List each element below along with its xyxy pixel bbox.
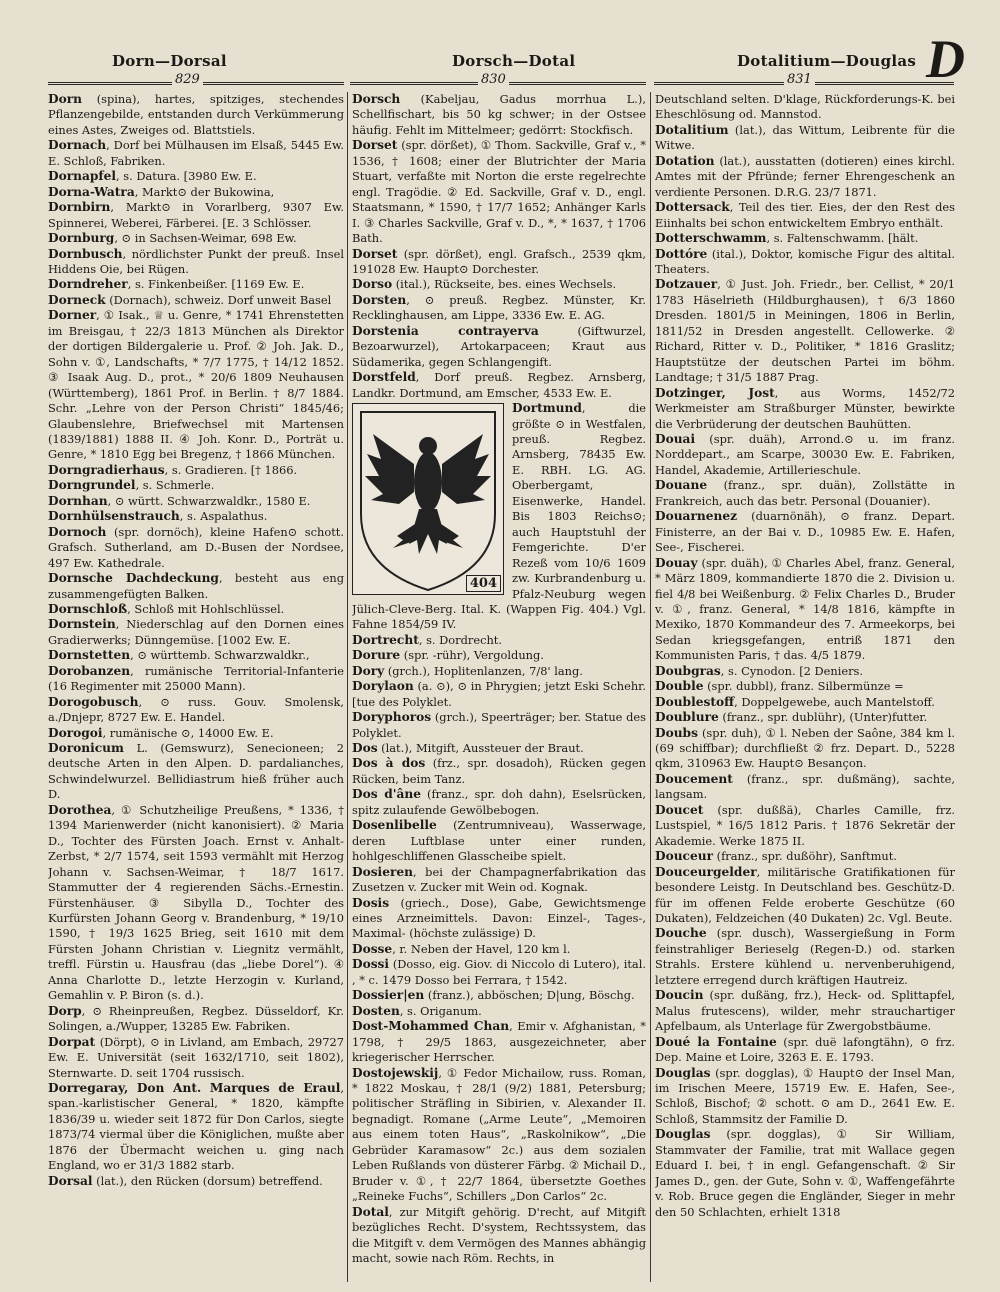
dictionary-entry [352,957,646,988]
entry-text: (griech., Dose), Gabe, Gewichtsmenge eines Arzneimittels. Davon: Einzel-, Tages-, Maximal- (höchste zulässige) D. [352,895,646,941]
entry-headword: Douche [655,926,707,941]
dictionary-entry [655,988,955,1034]
entry-headword: Dorure [352,648,401,663]
entry-headword: Doucet [655,802,704,817]
entry-text: (frz., spr. dosadoh), Rücken gegen Rücken, beim Tanz. [352,756,646,786]
entry-text: L. (Gemswurz), Senecioneen; 2 deutsche Arten in den Alpen. D. pardalianches, Schwindelwurzel. Bellidiastrum hieß früher auch D. [48,741,344,802]
entry-headword: Dost-Mohammed Chan [352,1019,510,1034]
entry-text: , ⊙ württemb. Schwarzwaldkr., [130,648,310,663]
entry-headword: Dorngradierhaus [48,462,165,477]
entry-headword: Doucement [655,771,733,786]
entry-text: , Markt⊙ der Bukowina, [134,184,275,199]
entry-text: (franz., spr. duän), Zollstätte in Frankreich, auch das betr. Personal (Douanier). [655,478,955,508]
entry-text: (ital.), Rückseite, bes. eines Wechsels. [392,277,617,292]
entry-headword: Dornapfel [48,169,117,184]
entry-headword: Dorylaon [352,679,414,694]
entry-headword: Dorndreher [48,277,128,292]
dictionary-entry [655,679,955,694]
entry-headword: Dorothea [48,802,112,817]
entry-headword: Dotation [655,153,715,168]
entry-headword: Dossier|en [352,988,425,1003]
entry-headword: Dotzauer [655,277,718,292]
column-right [655,92,955,1280]
dictionary-entry [655,92,955,123]
entry-text: (Dosso, eig. Giov. di Niccolo di Lutero), ital. , * c. 1479 Dosso bei Ferrara, † 1542. [352,957,646,987]
dictionary-entry [352,648,646,663]
entry-text: , Dorf bei Mülhausen im Elsaß, 5445 Ew. E. Schloß, Fabriken. [48,138,344,168]
dictionary-entry [655,277,955,385]
dictionary-entry [352,865,646,896]
dictionary-entry [655,710,955,725]
entry-text: (a. ⊙), ⊙ in Phrygien; jetzt Eski Schehr. [tue des Polyklet. [352,679,646,709]
entry-headword: Dosse [352,941,393,956]
page-number-row-left [48,72,344,92]
entry-headword: Doubgras [655,663,721,678]
entry-text: , s. Finkenbeißer. [1169 Ew. E. [127,277,305,292]
dictionary-entry [48,200,344,231]
entry-text: , ① Fedor Michailow, russ. Roman, * 1822 Moskau, † 28/1 (9/2) 1881, Petersburg; politischer Sträfling in Sibirien, v. Alexander II. begnadigt. Romane („Arme Leute“, „Memoiren aus einem toten Haus“, „Raskolnikow“, „Die Gebrüder Karamasow“ 2c.) aus dem sozialen Leben Rußlands von düsterer Färbg. ② Michail D., Bruder v. ①, † 22/7 1864, übersetzte Goethes „Reineke Fuchs“, Schillers „Don Carlos“ 2c. [352,1065,646,1204]
dictionary-entry [655,1035,955,1066]
dictionary-entry [48,695,344,726]
entry-headword: Dos [352,741,378,756]
entry-headword: Dostojewskij [352,1065,439,1080]
entry-headword: Doué la Fontaine [655,1034,777,1049]
entry-text: , s. Faltenschwamm. [hält. [766,231,919,246]
dictionary-entry [352,1066,646,1205]
entry-headword: Dotterschwamm [655,231,767,246]
entry-text: , s. Schmerle. [135,478,215,493]
dictionary-entry [655,247,955,278]
dictionary-entry [48,92,344,138]
header-center: Dorsch—Dotal [452,52,576,70]
dictionary-entry [655,123,955,154]
dictionary-entry [48,494,344,509]
dictionary-entry [655,509,955,555]
entry-text: (Kabeljau, Gadus morrhua L.), Schellfischart, bis 50 kg schwer; in der Ostsee häufig. Fehlt im Mittelmeer; gedörrt: Stockfisch. [352,92,646,137]
dictionary-entry [352,92,646,138]
entry-headword: Dornbusch [48,246,123,261]
entry-text: (ital.), Doktor, komische Figur des altital. Theaters. [655,246,955,276]
entry-text: (spr. dußßä), Charles Camille, frz. Lustspiel, * 16/5 1812 Paris. † 1876 Sekretär der Akademie. Werke 1875 II. [655,802,955,848]
entry-text: (spr. duäh), Arrond.⊙ u. im franz. Norddepart., am Scarpe, 30030 Ew. E. Fabriken, Handel, Akademie, Artillerieschule. [655,431,955,477]
entry-headword: Dorogobusch [48,694,139,709]
dictionary-entry [352,664,646,679]
entry-headword: Dotal [352,1204,389,1219]
entry-headword: Dorp [48,1003,82,1018]
entry-headword: Doronicum [48,741,124,756]
dictionary-entry [352,370,646,401]
entry-headword: Dosieren [352,864,413,879]
dictionary-entry [655,386,955,432]
entry-headword: Dornhan [48,493,108,508]
entry-headword: Dory [352,663,385,678]
entry-text: (spr. dogglas), ① Sir William, Stammvater der Familie, trat mit Wallace gegen Eduard I. bei, † in engl. Gefangenschaft. ② Sir James D., gen. der Gute, Sohn v. ①, Waffengefährte v. Rob. Bruce gegen die Engländer, Sieger in mehr den 50 Schlachten, erhielt 1318 [655,1127,955,1219]
entry-text: , Dorf preuß. Regbez. Arnsberg, Landkr. Dortmund, am Emscher, 4533 Ew. E. [352,370,646,400]
entry-headword: Dorpat [48,1034,96,1049]
entry-text: , Niederschlag auf den Dornen eines Gradierwerks; Dünngemüse. [1002 Ew. E. [48,617,344,647]
dictionary-entry [352,247,646,278]
entry-headword: Dornstein [48,617,116,632]
entry-text: , s. Aspalathus. [179,509,268,524]
entry-headword: Dornstetten [48,648,131,663]
entry-headword: Dotzinger, Jost [655,385,775,400]
entry-headword: Dorregaray, Don Ant. Marques de Eraul [48,1081,341,1095]
section-letter: D [926,29,965,89]
dictionary-entry [48,308,344,463]
entry-text: , bei der Champagnerfabrikation das Zusetzen v. Zucker mit Wein od. Kognak. [352,864,646,895]
dictionary-entry [48,803,344,1004]
dictionary-entry [48,1004,344,1035]
dictionary-entry [48,664,344,695]
dictionary-entry [655,849,955,864]
entry-text: , Teil des tier. Eies, der den Rest des Eiinhalts bei schon entwickeltem Embryo enthält. [655,200,955,230]
dictionary-entry [48,277,344,292]
entry-headword: Doryphoros [352,710,432,725]
entry-headword: Dottersack [655,200,730,215]
dictionary-entry [48,571,344,602]
header-right: Dotalitium—Douglas [737,52,917,70]
entry-text: (spr. dußäng, frz.), Heck- od. Splittapfel, Malus frutescens), wilder, mehr strauchartiger Apfelbaum, als Unterlage für Zwergobstbäume. [655,988,955,1034]
entry-headword: Dosten [352,1003,400,1018]
entry-text: (Giftwurzel, Bezoarwurzel), Artokarpaceen; Kraut aus Südamerika, gegen Schlangengift. [352,323,646,369]
dictionary-entry [352,710,646,741]
entry-text: , r. Neben der Havel, 120 km l. [392,941,571,956]
dictionary-entry [655,200,955,231]
entry-text: (lat.), Mitgift, Aussteuer der Braut. [377,741,584,756]
entry-text: , die größte ⊙ in Westfalen, preuß. Regbez. Arnsberg, 78435 Ew. E. RBH. LG. AG. Oberbergamt, Eisenwerke, Handel. Bis 1803 Reichs⊙; auch Hauptstuhl der Femgerichte. D'er Rezeß vom 10/6 1609 zw. Kurbrandenburg u. Pfalz-Neuburg wegen Jülich-Cleve-Berg. Ital. K. (Wappen Fig. 404.) Vgl. Fahne 1854/59 IV. [352,401,646,632]
entry-text: (spr. dörßet), engl. Grafsch., 2539 qkm, 191028 Ew. Haupt⊙ Dorchester. [352,246,646,276]
entry-text: (grch.), Speerträger; ber. Statue des Polyklet. [352,710,646,740]
page-number-row-center [350,72,646,92]
dictionary-entry [352,756,646,787]
entry-headword: Dotalitium [655,122,729,137]
page-number: 831 [784,72,815,87]
dictionary-entry [48,478,344,493]
entry-headword: Dorner [48,308,97,323]
entry-text: , militärische Gratifikationen für besondere Leistg. In Deutschland bes. Geschütz-D. für im offenen Felde eroberte Geschütze (60 Dukaten), Feldzeichen (40 Dukaten) 2c. Vgl. Beute. [655,864,955,926]
entry-text: , ⊙ in Sachsen-Weimar, 698 Ew. [114,231,297,246]
entry-headword: Dorset [352,246,398,261]
entry-text: , Doppelgewebe, auch Mantelstoff. [734,694,935,709]
column-divider [650,92,651,1282]
dictionary-entry [352,633,646,648]
dictionary-entry [48,293,344,308]
dictionary-entry [352,741,646,756]
entry-text: (spr. duäh), ① Charles Abel, franz. General, * März 1809, kommandierte 1870 die 2. Division u. fiel 4/8 bei Weißenburg. ② Felix Charles D., Bruder v. ①, franz. General, * 14/8 1816, kämpfte in Mexiko, 1870 Kommandeur des 7. Armeekorps, bei Sedan kriegsgefangen, entriß 1871 den Kommunisten Paris, † das. 4/5 1879. [655,555,955,663]
entry-headword: Dorobanzen [48,663,131,678]
dictionary-entry [48,617,344,648]
dictionary-entry [48,1174,344,1189]
entry-text: (spr. dogglas), ① Haupt⊙ der Insel Man, im Irischen Meere, 15719 Ew. E. Hafen, See-, Schloß, Bischof; ② schott. ⊙ am D., 2641 Ew. E. Schloß, Stammsitz der Familie D. [655,1065,955,1126]
dictionary-entry [48,726,344,741]
entry-headword: Douglas [655,1127,711,1142]
coat-of-arms-figure [352,403,504,595]
entry-headword: Doubs [655,725,698,740]
dictionary-entry [48,602,344,617]
entry-text: , Emir v. Afghanistan, * 1798, † 29/5 1863, ausgezeichneter, aber kriegerischer Herrscher. [352,1019,646,1065]
dictionary-entry [352,277,646,292]
dictionary-entry [352,787,646,818]
entry-text: , s. Dordrecht. [418,632,502,647]
entry-text: , rumänische ⊙, 14000 Ew. E. [102,725,274,740]
page-number: 830 [478,72,509,87]
entry-headword: Dorsch [352,92,401,106]
dictionary-entry [48,1035,344,1081]
entry-text: (lat.), den Rücken (dorsum) betreffend. [92,1173,323,1188]
entry-text: , Markt⊙ in Vorarlberg, 9307 Ew. Spinnerei, Weberei, Färberei. [E. 3 Schlösser. [48,200,344,230]
entry-text: (spina), hartes, spitziges, stechendes Pflanzengebilde, entstanden durch Verkümmerung eines Astes, Zweiges od. Blattstiels. [48,92,344,137]
dictionary-entry [352,401,646,633]
entry-text: (Zentrumniveau), Wasserwage, deren Luftblase unter einer runden, hohlgeschliffenen Glasscheibe spielt. [352,818,646,864]
entry-headword: Dosis [352,895,390,910]
page-number: 829 [172,72,203,87]
entry-text: (spr. dusch), Wassergießung in Form feinstrahliger Berieselg (Regen-D.) od. starken Strahls. Erstere kühlend u. nervenberuhigend, letztere erregend durch kräftigen Hautreiz. [655,926,955,987]
entry-text: , besteht aus eng zusammengefügten Balken. [48,571,344,601]
entry-headword: Dorn [48,92,82,106]
entry-headword: Dossi [352,957,390,972]
entry-headword: Dorogoi [48,725,103,740]
entry-text: , aus Worms, 1452/72 Werkmeister am Straßburger Münster, bewirkte die Verbrüderung der deutschen Bauhütten. [655,385,955,431]
entry-headword: Douane [655,478,708,493]
entry-headword: Dorneck [48,292,106,307]
entry-headword: Doublestoff [655,694,735,709]
entry-headword: Dottóre [655,246,708,261]
entry-text: , ⊙ württ. Schwarzwaldkr., 1580 E. [107,493,311,508]
entry-text: (franz., spr. dußmäng), sachte, langsam. [655,771,955,802]
entry-text: (franz., spr. doh dahn), Eselsrücken, spitz zulaufende Gewölbebogen. [352,787,646,817]
entry-text: , s. Cynodon. [2 Deniers. [720,663,864,678]
dictionary-entry [655,865,955,927]
dictionary-entry [655,432,955,478]
dictionary-entry [655,154,955,200]
entry-headword: Dorstfeld [352,370,416,385]
entry-headword: Dorso [352,277,393,292]
dictionary-entry [352,1004,646,1019]
entry-headword: Dorsal [48,1173,93,1188]
dictionary-entry [352,1019,646,1065]
entry-headword: Douarnenez [655,509,738,524]
entry-text: (duarnönäh), ⊙ franz. Depart. Finisterre, an der Bai v. D., 10985 Ew. E. Hafen, See-, Fischerei. [655,509,955,555]
entry-text: (spr. -rühr), Vergoldung. [400,648,544,663]
entry-headword: Dorngrundel [48,478,136,493]
dictionary-entry [48,247,344,278]
entry-text: (Dornach), schweiz. Dorf unweit Basel [105,292,332,307]
dictionary-entry [48,525,344,571]
dictionary-entry [655,803,955,849]
column-center [352,92,646,1280]
dictionary-entry [352,896,646,942]
entry-text: (spr. duë lafongtähn), ⊙ frz. Dep. Maine et Loire, 3263 E. E. 1793. [655,1034,955,1065]
dictionary-entry [48,138,344,169]
entry-headword: Douceurgelder [655,864,757,879]
entry-headword: Dornbirn [48,200,111,215]
dictionary-entry [655,664,955,679]
dictionary-entry [352,324,646,370]
entry-text: (Dörpt), ⊙ in Livland, am Embach, 29727 Ew. E. Universität (seit 1632/1710, seit 1802), Sternwarte. D. seit 1704 russisch. [48,1034,344,1080]
dictionary-entry [352,818,646,864]
entry-text: (franz.), abböschen; D|ung, Böschg. [424,988,635,1003]
dictionary-entry [655,1066,955,1128]
entry-text: , rumänische Territorial-Infanterie (16 Regimenter mit 25000 Mann). [48,663,344,694]
entry-headword: Douai [655,431,696,446]
dictionary-entry [48,509,344,524]
entry-text: , zur Mitgift gehörig. D'recht, auf Mitgift bezügliches Recht. D'system, Rechtssystem, das die Mitgift v. dem Vermögen des Mannes abhängig macht, sowie nach Röm. Rechts, in [352,1204,646,1265]
entry-headword: Dornhülsenstrauch [48,509,180,524]
entry-headword: Dorset [352,138,398,153]
entry-text: (spr. dörßet), ① Thom. Sackville, Graf v., * 1536, † 1608; einer der Blutrichter der Maria Stuart, verfaßte mit Norton die erste regelrechte engl. Tragödie. ② Ed. Sackville, Graf v. D., engl. Staatsmann, * 1590, † 17/7 1652; Anhänger Karls I. ③ Charles Sackville, Graf v. D., *, * 1637, † 1706 Bath. [352,138,646,246]
entry-text: (spr. duh), ① l. Neben der Saône, 384 km l. (69 schiffbar); durchfließt ② frz. Depart. D., 5228 qkm, 310963 Ew. Haupt⊙ Besançon. [655,725,955,771]
dictionary-entry [48,185,344,200]
dictionary-entry [48,648,344,663]
dictionary-entry [352,988,646,1003]
entry-text: , ① Schutzheilige Preußens, * 1336, † 1394 Marienwerder (nicht kanonisiert). ② Maria D., Tochter des Fürsten Joach. Ernst v. Anhalt-Zerbst, * 2/7 1574, seit 1593 vermählt mit Herzog Johann v. Sachsen-Weimar, † 18/7 1617. Stammutter der 4 regierenden Sächs.-Ernestin. Fürstenhäuser. ③ Sibylla D., Tochter des Kurfürsten Johann Georg v. Brandenburg, * 19/10 1590, † 19/3 1625 Brieg, seit 1610 mit dem Fürsten Johann Christian v. Liegnitz vermählt, treffl. Fürstin u. Hausfrau (das „liebe Dorel“). ④ Anna Charlotte D., letzte Herzogin v. Kurland, Gemahlin v. P. Biron (s. d.). [48,802,344,1003]
dictionary-entry [352,138,646,246]
entry-headword: Double [655,679,704,694]
entry-headword: Douay [655,555,698,570]
entry-text: (lat.), das Wittum, Leibrente für die Witwe. [655,122,955,153]
entry-headword: Dorstenia contrayerva [352,323,539,338]
entry-headword: Dortrecht [352,632,419,647]
entry-headword: Dornoch [48,524,107,539]
entry-text: , ⊙ Rheinpreußen, Regbez. Düsseldorf, Kr. Solingen, a./Wupper, 13285 Ew. Fabriken. [48,1003,344,1034]
dictionary-entry [655,695,955,710]
dictionary-entry [352,942,646,957]
dictionary-entry [48,1081,344,1174]
entry-headword: Douglas [655,1065,711,1080]
dictionary-entry [48,169,344,184]
entry-text: (franz., spr. dublühr), (Unter)futter. [718,710,928,725]
dictionary-entry [352,679,646,710]
entry-text: , span.-karlistischer General, * 1820, kämpfte 1836/39 u. wieder seit 1872 für Don Carlos, siegte 1873/74 viermal über die Königlichen, mußte aber 1876 der Übermacht weichen u. ging nach England, wo er 31/3 1882 starb. [48,1081,344,1173]
entry-text: (spr. dubbl), franz. Silbermünze = [703,679,904,694]
entry-text: (lat.), ausstatten (dotieren) eines kirchl. Amtes mit der Pfründe; ferner Ehrengeschenk an verdiente Personen. D.R.G. 23/7 1871. [655,153,955,199]
entry-text: , s. Origanum. [399,1003,482,1018]
header-left: Dorn—Dorsal [112,52,227,70]
entry-text: , nördlichster Punkt der preuß. Insel Hiddens Oie, bei Rügen. [48,246,344,276]
column-divider [347,92,348,1282]
dictionary-entry [352,1205,646,1267]
dictionary-entry [352,293,646,324]
entry-headword: Dorsten [352,292,407,307]
entry-headword: Dorna-Watra [48,184,135,199]
entry-text: , ① Isak., ♕ u. Genre, * 1741 Ehrenstetten im Breisgau, † 22/3 1813 München als Direktor der dortigen Bildergalerie u. Prof. ② Joh. Jak. D., Sohn v. ①, Landschafts, * 7/7 1775, † 14/12 1852. ③ Isaak Aug. D., prot., * 20/6 1809 Neuhausen (Württemberg), 1861 Prof. in Berlin. † 8/7 1884. Schr. „Lehre von der Person Christi“ 1845/46; Glaubenslehre, Briefwechsel mit Martensen (1839/1881) 1888 II. ④ Joh. Konr. D., Porträt u. Genre, * 1810 Egg bei Bregenz, † 1866 München. [48,308,344,462]
dictionary-entry [655,926,955,988]
entry-headword: Dos à dos [352,756,426,771]
entry-headword: Dornburg [48,231,115,246]
dictionary-entry [655,231,955,246]
entry-text: , s. Datura. [3980 Ew. E. [116,169,257,184]
entry-text: , ① Just. Joh. Friedr., ber. Cellist, * 20/1 1783 Häselrieth (Hildburghausen), † 6/3 1860 Dresden. 1801/5 in Meiningen, 1806 in Berlin, 1811/52 in Dresden angestellt. Cellowerke. ② Richard, Ritter v. D., Politiker, * 1816 Graslitz; Hauptstütze der deutschen Partei im böhm. Landtage; † 31/5 1887 Prag. [655,277,955,385]
entry-headword: Dortmund [512,401,582,416]
dictionary-entry [655,772,955,803]
dictionary-entry [48,231,344,246]
entry-text: , ⊙ preuß. Regbez. Münster, Kr. Recklinghausen, am Lippe, 3336 Ew. E. AG. [352,292,646,323]
dictionary-entry [655,726,955,772]
entry-headword: Dosenlibelle [352,818,437,833]
entry-text: , Schloß mit Hohlschlüssel. [127,601,285,616]
entry-text: (spr. dornöch), kleine Hafen⊙ schott. Grafsch. Sutherland, am D.-Busen der Nordsee, 497 Ew. Kathedrale. [48,524,344,570]
entry-text: , s. Gradieren. [† 1866. [164,462,298,477]
entry-text: (franz., spr. dußöhr), Sanftmut. [713,849,897,864]
entry-text: Deutschland selten. D'klage, Rückforderungs-K. bei Eheschlösung od. Mannstod. [655,92,955,122]
entry-headword: Doucin [655,988,704,1003]
entry-headword: Dornach [48,138,107,153]
entry-headword: Dos d'âne [352,787,421,802]
column-left [48,92,344,1280]
dictionary-entry [48,463,344,478]
entry-headword: Dornsche Dachdeckung [48,571,219,586]
entry-text: , ⊙ russ. Gouv. Smolensk, a./Dnjepr, 8727 Ew. E. Handel. [48,694,344,725]
dictionary-entry [655,556,955,664]
dictionary-entry [655,478,955,509]
entry-headword: Douceur [655,849,714,864]
entry-headword: Dornschloß [48,601,128,616]
dictionary-entry [655,1127,955,1220]
page-number-row-right [654,72,954,92]
entry-headword: Doublure [655,710,719,725]
figure-number: 404 [466,575,501,592]
dictionary-entry [48,741,344,803]
entry-text: (grch.), Hoplitenlanzen, 7/8' lang. [384,663,583,678]
